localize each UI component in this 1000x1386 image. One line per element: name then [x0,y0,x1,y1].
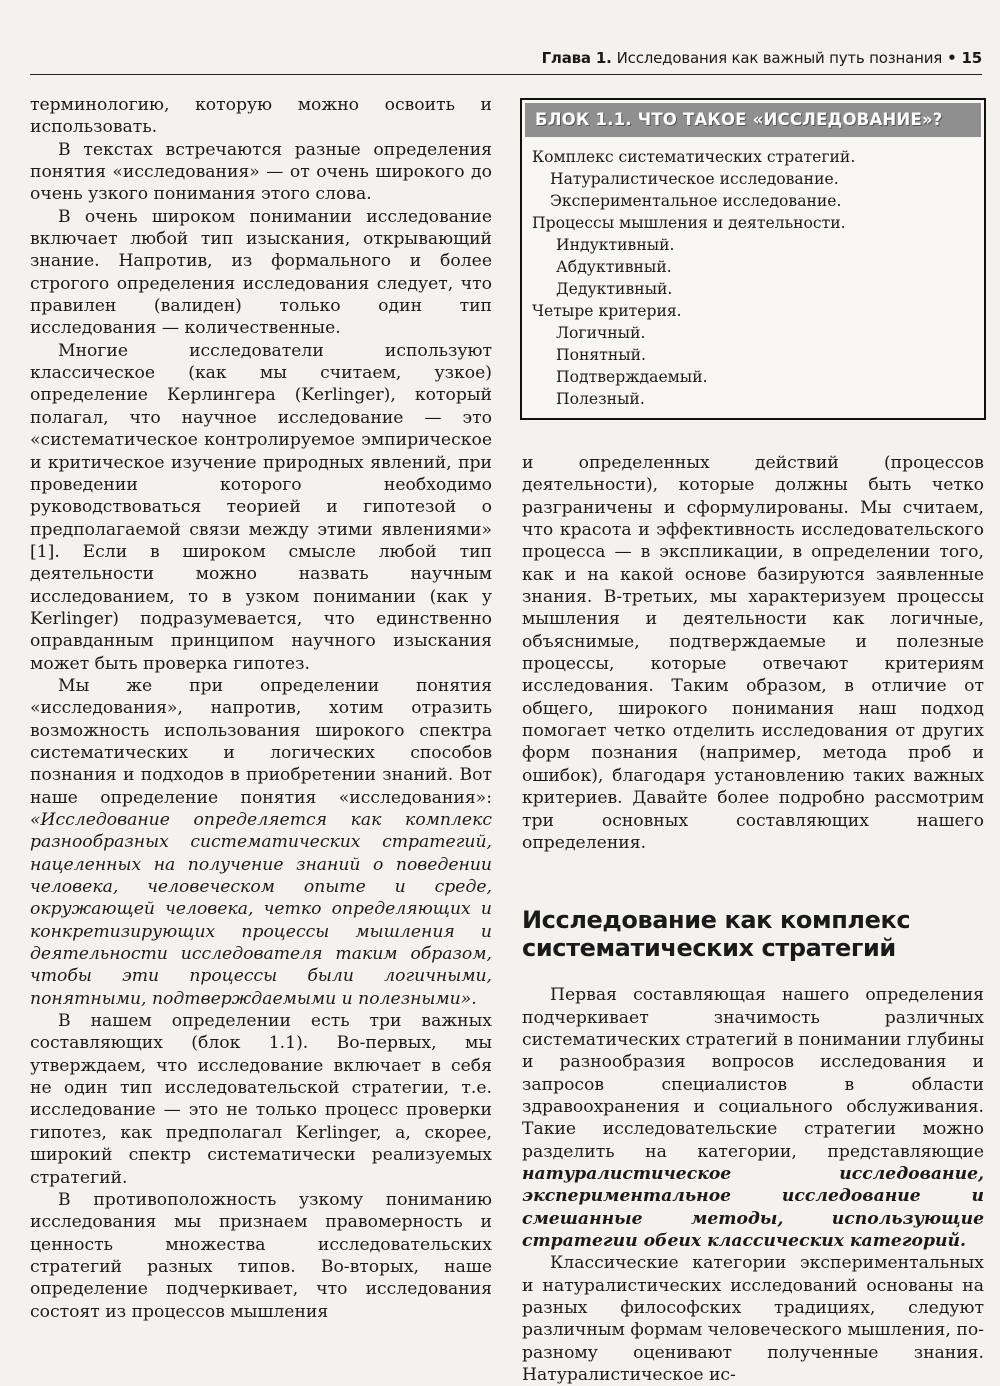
box-title: БЛОК 1.1. ЧТО ТАКОЕ «ИССЛЕДОВАНИЕ»? [525,103,981,137]
paragraph: В противоположность узкому пониманию исследования мы признаем правомерность и ценность множества исследовательских стратегий разных типов. Во-вторых, наше определение подчеркивает, что исследования состоят из процессов мышления [30,1189,492,1322]
header-separator: • [947,49,957,67]
section-heading: Исследование как комплекс систематических стратегий [522,906,911,963]
paragraph: Классические категории экспериментальных и натуралистических исследований основаны на разных философских традициях, следуют различным формам человеческого мышления, по-разному оценивают полученные знания. Натуралистическое ис- [522,1253,984,1386]
running-header-text [542,49,982,67]
paragraph-categories [522,984,984,1252]
paragraph-definition [30,675,492,1010]
definition-lead: Мы же при определении понятия «исследования», напротив, хотим отразить возможность использования широкого спектра систематических и логических способов познания и подходов в приобретении знаний. Вот наше определение понятия «исследования»: [30,675,492,808]
paragraph: В нашем определении есть три важных составляющих (блок 1.1). Во-первых, мы утверждаем, что исследование включает в себя не один тип исследовательской стратегии, т.е. исследование — это не только процесс проверки гипотез, как предполагал Kerlinger, а, скорее, широкий спектр систематически реализуемых стратегий. [30,1011,492,1188]
right-column [522,452,984,1386]
paragraph: терминологию, которую можно освоить и использовать. [30,95,492,138]
paragraph: В очень широком понимании исследование включает любой тип изыскания, открывающий знание. Напротив, из формального и более строгого определения исследования следует, что правилен (валиден) только один тип исследования — количественные. [30,206,492,339]
running-header [30,46,982,75]
chapter-title: Исследования как важный путь познания [616,49,943,67]
box-item: Процессы мышления и деятельности. [532,214,846,232]
box-item: Индуктивный. [556,236,675,254]
chapter-label: Глава 1. [541,49,612,67]
left-column [30,94,492,1323]
box-item: Абдуктивный. [556,258,672,276]
box-item: Понятный. [556,346,646,364]
box-item: Полезный. [556,390,645,408]
categories-end: . [959,1230,966,1251]
box-item: Четыре критерия. [532,302,682,320]
box-item: Экспериментальное исследование. [550,192,842,210]
definition-quote: «Исследование определяется как комплекс разнообразных систематических стратегий, нацеленных на получение знаний о поведении человека, человеческом опыте и среде, окружающей человека, четко определяющих и конкретизирующих процессы мышления и деятельности исследователя таким образом, чтобы эти процессы были логичными, понятными, подтверждаемыми и полезными». [30,810,492,1009]
categories-emphasis: натуралистическое исследование, экспериментальное исследование и смешанные методы, использующие стратегии обеих классических категорий [522,1163,984,1251]
paragraph: Многие исследователи используют классическое (как мы считаем, узкое) определение Керлингера (Kerlinger), который полагал, что научное исследование — это «систематическое контролируемое эмпирическое и критическое изучение природных явлений, при проведении которого необходимо руководствоваться теорией и гипотезой о предполагаемой связи между этими явлениями» [1]. Если в широком смысле любой тип деятельности можно назвать научным исследованием, то в узком понимании (как у Kerlinger) подразумевается, что единственно оправданным принципом научного изыскания может быть проверка гипотез. [30,340,492,674]
box-item: Дедуктивный. [556,280,673,298]
box-item: Натуралистическое исследование. [550,170,839,188]
page-number: 15 [961,49,982,67]
definition-box [520,98,986,420]
box-item: Комплекс систематических стратегий. [532,148,856,166]
box-list [522,140,984,410]
categories-lead: Первая составляющая нашего определения подчеркивает значимость различных систематических стратегий в понимании глубины и разнообразия вопросов исследования и запросов специалистов в области здравоохранения и социального обслуживания. Такие исследовательские стратегии можно разделить на категории, представляющие [522,985,984,1162]
box-item: Подтверждаемый. [556,368,708,386]
paragraph: В текстах встречаются разные определения понятия «исследования» — от очень широкого до очень узкого понимания этого слова. [30,139,492,205]
box-item: Логичный. [556,324,646,342]
paragraph: и определенных действий (процессов деятельности), которые должны быть четко разграничены и сформулированы. Мы считаем, что красота и эффективность исследовательского процесса — в экспликации, в определении того, как и на какой основе базируются заявленные знания. В-третьих, мы характеризуем процессы мышления и деятельности как логичные, объяснимые, подтверждаемые и полезные процессы, которые отвечают критериям исследования. Таким образом, в отличие от общего, широкого понимания наш подход помогает четко отделить исследования от других форм познания (например, метода проб и ошибок), благодаря установлению таких важных критериев. Давайте более подробно рассмотрим три основных составляющих нашего определения. [522,453,984,853]
